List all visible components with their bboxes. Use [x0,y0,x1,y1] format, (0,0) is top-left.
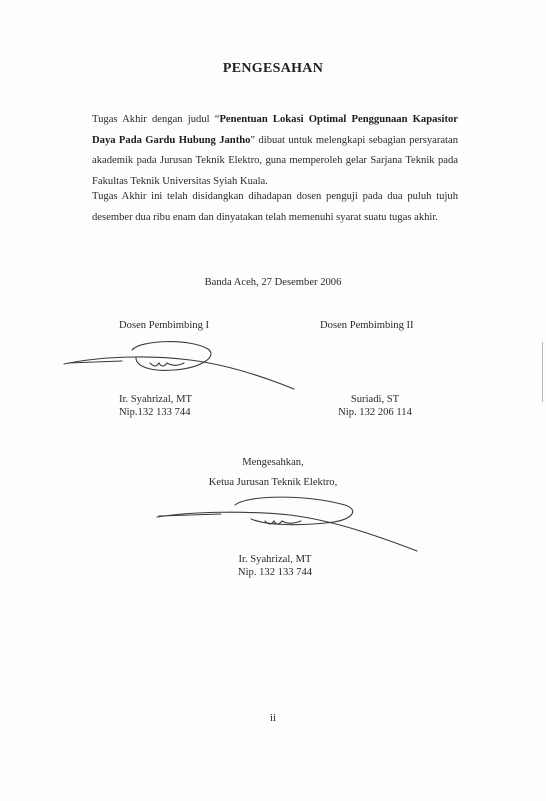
page-number: ii [269,712,277,724]
paragraph-defense-statement: Tugas Akhir ini telah disidangkan dihadapan dosen penguji pada dua puluh tujuh desember dua ribu enam dan dinyatakan telah memenuhi syarat suatu tugas akhir. [92,191,458,223]
supervisor2-nip: Nip. 132 206 114 [338,407,412,418]
supervisor1-role: Dosen Pembimbing I [119,320,210,331]
supervisor1-name: Ir. Syahrizal, MT [119,394,192,405]
supervisor1-nip: Nip.132 133 744 [119,407,191,418]
approval-role: Ketua Jurusan Teknik Elektro, [208,477,338,488]
page-title: PENGESAHAN [222,61,324,76]
approval-heading: Mengesahkan, [242,457,304,468]
paragraph-rest-text: ” dibuat untuk melengkapi sebagian persyaratan akademik pada Jurusan Teknik Elektro, guna memperoleh gelar Sarjana Teknik pada Fakultas Teknik Universitas Syiah Kuala. [92,134,458,187]
thesis-title: Penentuan Lokasi Optimal Penggunaan Kapasitor Daya Pada Gardu Hubung Jantho [92,114,458,146]
supervisor1-signature [62,336,302,396]
approval-name: Ir. Syahrizal, MT [238,554,312,565]
paragraph-title-statement [92,110,458,192]
approval-signature [155,493,425,555]
approval-nip: Nip. 132 133 744 [237,567,313,578]
scan-edge-line [542,342,546,402]
supervisor2-name: Suriadi, ST [350,394,400,405]
supervisor2-role: Dosen Pembimbing II [320,320,414,331]
place-date: Banda Aceh, 27 Desember 2006 [204,277,342,288]
paragraph-lead-text: Tugas Akhir dengan judul “ [92,114,220,125]
